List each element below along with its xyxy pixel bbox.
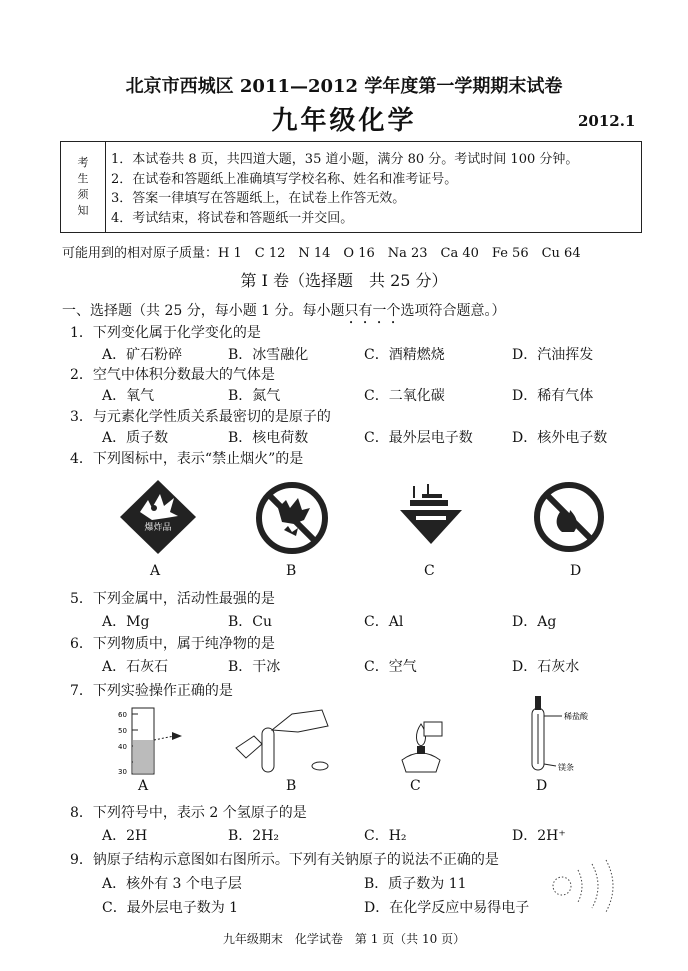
question-stem: 2．空气中体积分数最大的气体是 [70,367,275,383]
option: A．氧气 [102,388,155,404]
svg-text:镁条: 镁条 [558,763,574,772]
svg-text:60: 60 [118,711,127,719]
option: A．Mg [102,614,150,630]
alcohol-lamp-icon [392,712,450,776]
option: C．酒精燃烧 [364,347,445,363]
notice-item: 3．答案一律填写在答题纸上，在试卷上作答无效。 [111,191,406,206]
option: B．2H₂ [228,828,280,844]
option: D．石灰水 [512,659,580,675]
option: D．2H⁺ [512,828,566,844]
svg-text:40: 40 [118,743,127,751]
figure-label: C [410,778,421,794]
test-tube-magnesium-icon [512,694,632,778]
option: B．Cu [228,614,273,630]
option: D．稀有气体 [512,388,594,404]
option: B．质子数为 11 [364,876,467,892]
notice-label: 考 生 须 知 [61,142,106,232]
figure-label: B [286,778,297,794]
pouring-liquid-icon [232,700,342,774]
option: D．核外电子数 [512,430,608,446]
figure-label: A [150,563,161,579]
question-stem: 5．下列金属中，活动性最强的是 [70,591,275,607]
figure-label: D [536,778,548,794]
exam-date: 2012.1 [578,112,636,130]
option: A．质子数 [102,430,169,446]
option: C．最外层电子数 [364,430,473,446]
question-stem: 3．与元素化学性质关系最密切的是原子的 [70,409,331,425]
notice-item: 1．本试卷共 8 页，共四道大题，35 道小题，满分 80 分。考试时间 100 分钟。 [111,152,579,167]
explosive-sign-icon [118,478,198,556]
option: C．Al [364,614,404,630]
figure-label: A [138,778,149,794]
notice-items [111,150,578,228]
instruction: 一、选择题（共 25 分，每小题 1 分。每小题只有一个选项符合题意。） [62,303,506,319]
figure-label: B [286,563,297,579]
option: B．干冰 [228,659,281,675]
option: A．矿石粉碎 [102,347,183,363]
option: B．氮气 [228,388,281,404]
svg-text:50: 50 [118,727,127,735]
svg-text:稀盐酸: 稀盐酸 [564,712,588,721]
option: D．在化学反应中易得电子 [364,900,530,916]
option: B．冰雪融化 [228,347,309,363]
option: D．Ag [512,614,557,630]
option: A．2H [102,828,148,844]
no-explosives-sign-icon [254,480,330,556]
page-footer: 九年级期末 化学试卷 第 1 页（共 10 页） [222,932,466,946]
option: B．核电荷数 [228,430,309,446]
option: C．H₂ [364,828,407,844]
svg-text:30: 30 [118,768,127,776]
no-fire-sign-icon [532,480,606,554]
corrosive-sign-icon [398,478,464,546]
option: C．空气 [364,659,417,675]
notice-item: 2．在试卷和答题纸上准确填写学校名称、姓名和准考证号。 [111,171,458,187]
graduated-cylinder-reading-icon [110,704,190,776]
option: A．核外有 3 个电子层 [102,876,242,892]
question-stem: 6．下列物质中，属于纯净物的是 [70,636,275,652]
question-stem: 8．下列符号中，表示 2 个氢原子的是 [70,805,307,821]
option: C．最外层电子数为 1 [102,900,239,916]
question-stem: 7．下列实验操作正确的是 [70,683,233,699]
sodium-atom-structure-icon [548,856,628,916]
question-stem: 9．钠原子结构示意图如右图所示。下列有关钠原子的说法不正确的是 [70,852,499,868]
atomic-masses: 可能用到的相对原子质量：H 1 C 12 N 14 O 16 Na 23 Ca 40 Fe 56 Cu 64 [62,246,581,261]
exam-title: 北京市西城区 2011—2012 学年度第一学期期末试卷 [125,76,563,97]
svg-text:爆炸品: 爆炸品 [144,523,172,533]
exam-subtitle: 九年级化学 [271,106,417,136]
notice-item: 4．考试结束，将试卷和答题纸一并交回。 [111,210,354,226]
option: C．二氧化碳 [364,388,445,404]
figure-label: C [424,563,435,579]
option: D．汽油挥发 [512,347,594,363]
option: A．石灰石 [102,659,169,675]
notice-box [60,141,642,233]
section-title: 第 I 卷（选择题 共 25 分） [240,271,448,290]
figure-label: D [570,563,582,579]
question-stem: 4．下列图标中，表示“禁止烟火”的是 [70,451,304,467]
question-stem: 1．下列变化属于化学变化的是 [70,325,261,341]
